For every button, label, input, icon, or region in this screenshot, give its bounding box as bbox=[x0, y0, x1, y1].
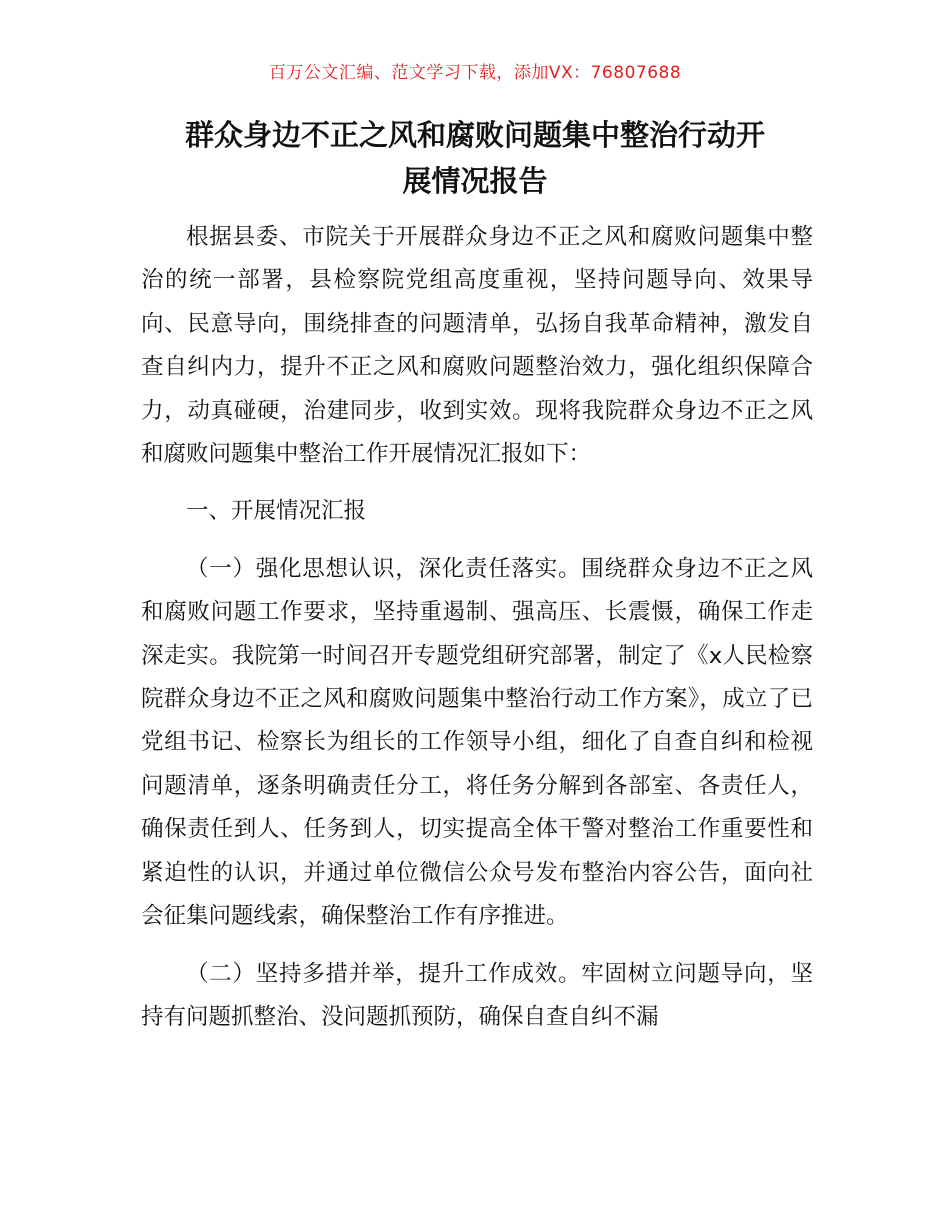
intro-paragraph: 根据县委、市院关于开展群众身边不正之风和腐败问题集中整治的统一部署，县检察院党组高度重视，坚持问题导向、效果导向、民意导向，围绕排查的问题清单，弘扬自我革命精神，激发自查自纠内力，提升不正之风和腐败问题整治效力，强化组织保障合力，动真碰硬，治建同步，收到实效。现将我院群众身边不正之风和腐败问题集中整治工作开展情况汇报如下： bbox=[141, 224, 813, 468]
section-heading-1: 一、开展情况汇报 bbox=[186, 498, 367, 525]
document-body bbox=[141, 216, 813, 1039]
title-line-1: 群众身边不正之风和腐败问题集中整治行动开 bbox=[184, 118, 765, 152]
document-title bbox=[130, 112, 820, 204]
header-note: 百万公文汇编、范文学习下载，添加VX：76807688 bbox=[268, 63, 682, 83]
subsection-paragraph-2: （二）坚持多措并举，提升工作成效。牢固树立问题导向，坚持有问题抓整治、没问题抓预防，确保自查自纠不漏 bbox=[141, 960, 813, 1030]
title-line-2: 展情况报告 bbox=[402, 164, 548, 198]
subsection-paragraph-1: （一）强化思想认识，深化责任落实。围绕群众身边不正之风和腐败问题工作要求，坚持重遏制、强高压、长震慑，确保工作走深走实。我院第一时间召开专题党组研究部署，制定了《x人民检察院群众身边不正之风和腐败问题集中整治行动工作方案》，成立了已党组书记、检察长为组长的工作领导小组，细化了自查自纠和检视问题清单，逐条明确责任分工，将任务分解到各部室、各责任人，确保责任到人、任务到人，切实提高全体干警对整治工作重要性和紧迫性的认识，并通过单位微信公众号发布整治内容公告，面向社会征集问题线索，确保整治工作有序推进。 bbox=[141, 555, 813, 930]
